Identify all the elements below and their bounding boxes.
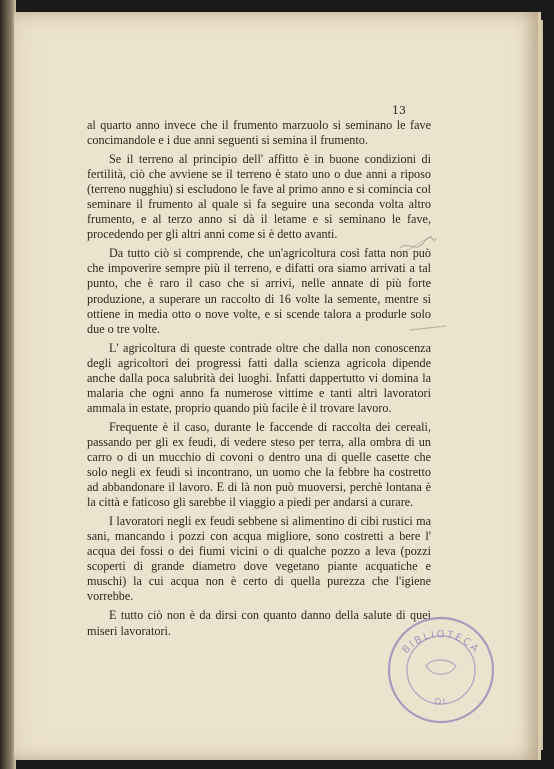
- stamp-bottom-text: DI: [434, 697, 449, 708]
- body-text: [87, 118, 431, 643]
- paragraph-3: Da tutto ciò si comprende, che un'agricoltura così fatta non può che impoverire sempre più il terreno, e difatti ora siamo arrivati a tal punto, che è raro il caso che si arrivi, nelle annate di più forte produzione, a superare un raccolto di 16 volte la semente, mentre si ottiene in media otto o nove volte, e si scende talora a produrle solo due o tre volte.: [87, 246, 431, 336]
- paragraph-6: I lavoratori negli ex feudi sebbene si alimentino di cibi rustici ma sani, mancando i pozzi con acqua migliore, sono costretti a bere l' acqua dei fossi o dei fiumi vicini o di qualche pozzo a leva (pozzi scoperti di grande diametro dove vegetano piante acquatiche e muschi) la cui acqua non è certo di quella purezza che l'igiene vorrebbe.: [87, 514, 431, 604]
- paragraph-5: Frequente è il caso, durante le faccende di raccolta dei cereali, passando per gli ex feudi, di vedere steso per terra, alla ombra di un carro o di un mucchio di covoni o dentro una di quelle casette che solo negli ex feudi si incontrano, un uomo che la febbre ha costretto ad abbandonare il lavoro. E di là non può muoversi, perchè lontana è la città e faticoso gli sarebbe il viaggio a piedi per andarsi a curare.: [87, 419, 431, 510]
- pencil-mark-icon: [398, 228, 438, 258]
- stamp-top-text: BIBLIOTECA: [400, 629, 482, 657]
- paragraph-4: L' agricoltura di queste contrade oltre che dalla non conoscenza degli agricoltori dei progressi fatti dalla scienza agricola dipende anche dalla poca salubrità dei luoghi. Infatti dappertutto vi domina la malaria che ogni anno fa numerose vittime e tanti altri lavoratori ammala in estate, proprio quando più facile è il trovare lavoro.: [87, 340, 431, 415]
- paragraph-1: al quarto anno invece che il frumento marzuolo si seminano le fave concimandole e i due anni seguenti si semina il frumento.: [87, 118, 431, 148]
- svg-text:DI: [434, 697, 448, 708]
- paragraph-2: Se il terreno al principio dell' affitto è in buone condizioni di fertilità, ciò che avviene se il terreno è stato uno o due anni a riposo (terreno nugghiu) si escludono le fave al primo anno e si comincia col seminare il frumento al quale si fa seguire una seconda volta altro frumento, e al terzo anno si dà il letame e si seminano le fave, procedendo per gli altri anni come si è detto avanti.: [87, 152, 431, 242]
- page-number: 13: [392, 104, 406, 117]
- paragraph-7: E tutto ciò non è da dirsi con quanto danno della salute di quei miseri lavoratori.: [87, 608, 431, 638]
- pencil-line-icon: [408, 312, 448, 336]
- library-stamp-icon: [382, 610, 500, 728]
